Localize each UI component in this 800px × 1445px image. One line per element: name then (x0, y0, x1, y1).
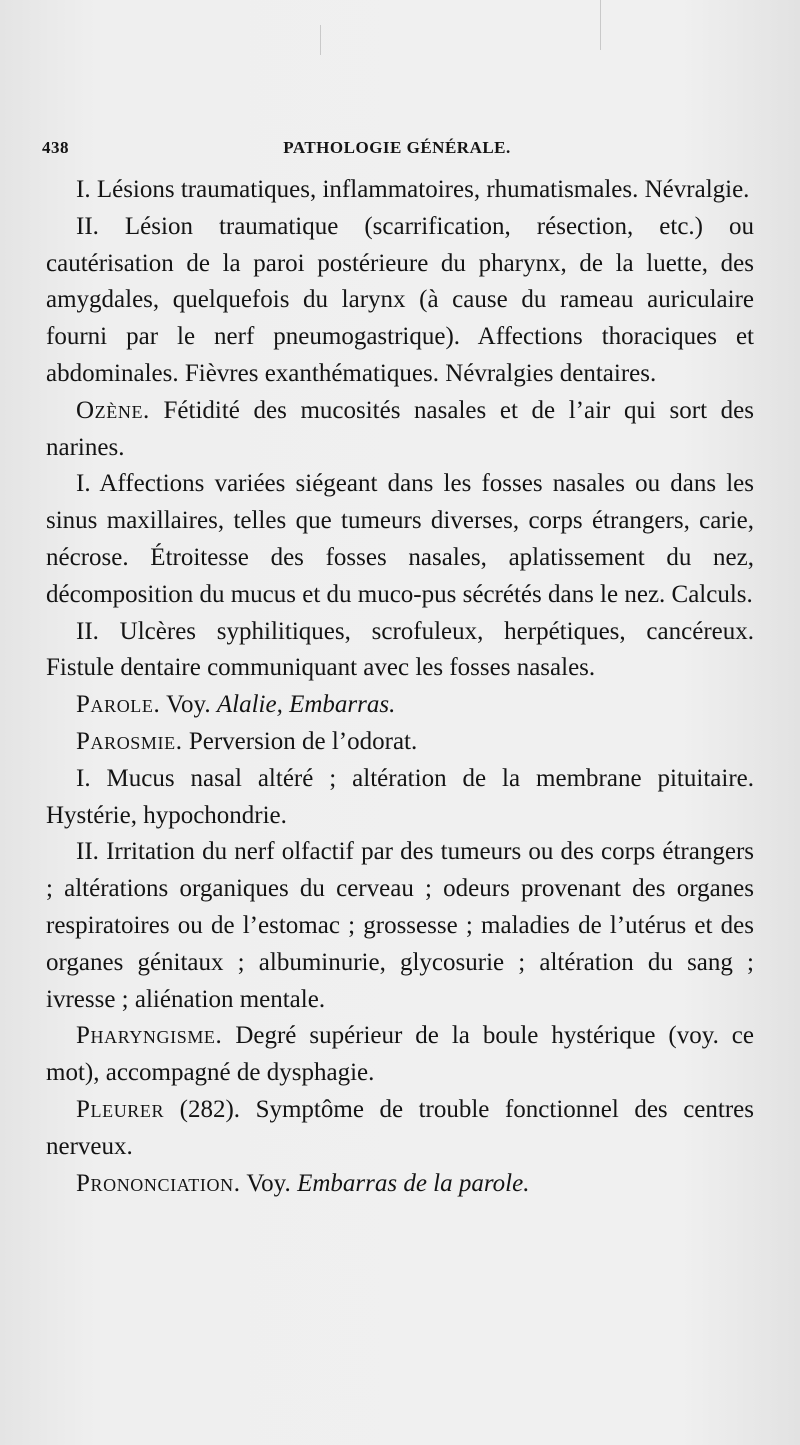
paragraph-text: II. Lésion traumatique (scarrification, résection, etc.) ou cautérisation de la paroi postérieure du pharynx, de la luette, des amygdales, quelquefois du larynx (à cause du rameau auriculaire fourni par le nerf pneumogastrique). Affections thoraciques et abdominales. Fièvres exanthématiques. Névralgies dentaires. (46, 212, 754, 387)
entry-text: Degré supérieur de la boule hystérique (voy. ce mot), accompagné de dysphagie. (46, 1022, 754, 1087)
page-header (42, 138, 752, 164)
page-body (46, 172, 754, 1202)
dictionary-entry (46, 1092, 754, 1166)
running-title: PATHOLOGIE GÉNÉRALE. (283, 138, 511, 157)
page-number: 438 (42, 138, 69, 157)
page-scratch (320, 25, 321, 55)
paragraph-text: II. Ulcères syphilitiques, scrofuleux, herpétiques, cancéreux. Fistule dentaire communiquant avec les fosses nasales. (46, 617, 754, 682)
paragraph (46, 834, 754, 1018)
page-scratch (600, 0, 601, 50)
entry-term: Parosmie. (76, 727, 183, 755)
paragraph (46, 172, 754, 209)
dictionary-entry (46, 1166, 754, 1203)
entry-text: Fétidité des mucosités nasales et de l’air qui sort des narines. (46, 396, 754, 461)
entry-cross-reference: Embarras de la parole. (297, 1169, 530, 1197)
paragraph (46, 209, 754, 393)
entry-term: Prononciation. (76, 1169, 241, 1197)
paragraph-text: I. Mucus nasal altéré ; altération de la membrane pituitaire. Hystérie, hypochondrie. (46, 764, 754, 829)
entry-text: Voy. (240, 1169, 298, 1197)
entry-term: Ozène. (76, 396, 150, 424)
paragraph-text: I. Lésions traumatiques, inflammatoires, rhumatismales. Névralgie. (76, 176, 750, 203)
entry-cross-reference: Alalie, Embarras. (216, 691, 396, 719)
paragraph (46, 614, 754, 688)
entry-term: Pharyngisme. (76, 1022, 223, 1050)
paragraph-text: I. Affections variées siégeant dans les fosses nasales ou dans les sinus maxillaires, telles que tumeurs diverses, corps étrangers, carie, nécrose. Étroitesse des fosses nasales, aplatissement du nez, décomposition du mucus et du muco-pus sécrétés dans le nez. Calculs. (46, 470, 754, 608)
entry-text: Perversion de l’odorat. (182, 727, 418, 755)
paragraph (46, 466, 754, 613)
entry-term: Pleurer (76, 1095, 165, 1123)
entry-text: Voy. (160, 691, 217, 719)
entry-term: Parole. (76, 691, 161, 719)
dictionary-entry (46, 724, 754, 761)
dictionary-entry (46, 687, 754, 724)
dictionary-entry (46, 1018, 754, 1092)
paragraph (46, 761, 754, 835)
dictionary-entry (46, 393, 754, 467)
paragraph-text: II. Irritation du nerf olfactif par des tumeurs ou des corps étrangers ; altérations organiques du cerveau ; odeurs provenant des organes respiratoires ou de l’estomac ; grossesse ; maladies de l’utérus et des organes génitaux ; albuminurie, glycosurie ; altération du sang ; ivresse ; aliénation mentale. (46, 838, 754, 1013)
entry-text: (282). Symptôme de trouble fonctionnel des centres nerveux. (46, 1095, 754, 1160)
